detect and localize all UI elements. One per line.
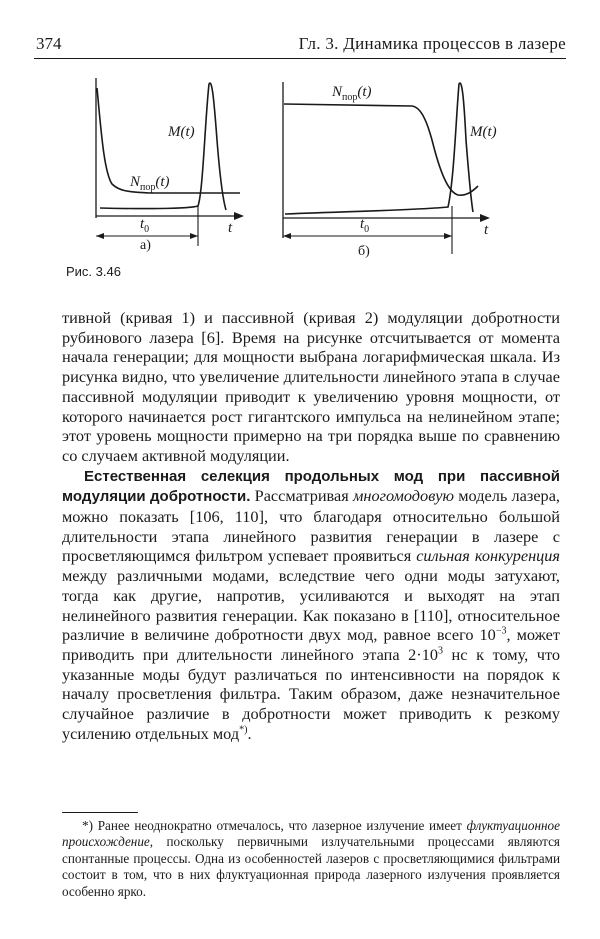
panel-a-axis-arrow <box>234 212 244 220</box>
panel-b-m-label: M(t) <box>470 124 497 140</box>
footnote-text: *) Ранее неоднократно отмечалось, что лазерное излучение имеет флуктуационное происхождение, поскольку первичными излучательными процессами являются спонтанные процессы. Одна из особенностей лазеров с просветляющимися фильтрами состоит в том, что в них флуктуационная природа лазерного излучения проявляется особенно ярко. <box>62 818 560 899</box>
panel-a-m-label: M(t) <box>168 124 195 140</box>
figure-caption: Рис. 3.46 <box>66 264 121 279</box>
paragraph-1: тивной (кривая 1) и пассивной (кривая 2) модуляции добротности рубинового лазера [6]. Время на рисунке отсчитывается от момента начала генерации; для мощности выбрана логарифмическая шкала. Из рисунка видно, что увеличение длительности линейного этапа в случае пассивной модуляции приводит к увеличению уровня мощности, от которого начинается рост гигантского импульса на нелинейном этапе; этот уровень мощности примерно на три порядка выше по сравнению со случаем активной модуляции. <box>62 308 560 465</box>
panel-b-t0-arrow-left <box>283 233 291 239</box>
panel-b-m-pulse-curve <box>285 83 473 214</box>
panel-a-t0-label: $t_0$ <box>140 216 150 235</box>
figure-3-46 <box>0 60 600 290</box>
panel-a-label: а) <box>140 238 151 253</box>
panel-b-label: б) <box>358 244 370 259</box>
footnote-rule <box>62 812 138 813</box>
panel-b-n-threshold-curve <box>284 104 478 195</box>
runin-heading: Естественная селекция продольных мод при пассивной модуляции добротности. <box>62 467 560 506</box>
figure-drawing <box>0 60 600 290</box>
panel-a-axis-t-label: t <box>228 220 233 236</box>
running-head: Гл. 3. Динамика процессов в лазере <box>298 34 566 53</box>
page-number: 374 <box>36 34 62 53</box>
panel-a-t0-arrow-left <box>96 233 104 239</box>
footnote <box>62 818 560 900</box>
panel-a-t0-arrow-right <box>190 233 198 239</box>
panel-b-t0-arrow-right <box>444 233 452 239</box>
page-header <box>34 32 566 59</box>
panel-b-axis-arrow <box>480 214 490 222</box>
panel-b-n-label: $N_{пор}(t)$ <box>332 84 372 103</box>
panel-b-axis-t-label: t <box>484 222 489 238</box>
paragraph-2: Естественная селекция продольных мод при пассивной модуляции добротности. Рассматривая многомодовую модель лазера, можно показать [106, 110], что благодаря относительно большой длительности этапа линейного развития генерации в лазере с просветляющимся фильтром успевает проявиться сильная конкуренция между различными модами, вследствие чего одни моды затухают, тогда как другие, напротив, усиливаются и выходят на этап нелинейного развития генерации. Как показано в [110], относительное различие в величине добротности двух мод, равное всего $10^{-3}$, может приводить при длительности линейного этапа $2\cdot 10^3$ нс к тому, что указанные моды будут различаться по интенсивности на порядок к началу просветления фильтра. Таким образом, даже незначительное случайное различие в добротности может приводить к резкому усилению отдельных мод*). <box>62 467 560 743</box>
panel-b-t0-label: $t_0$ <box>360 216 370 235</box>
body-text <box>62 308 560 743</box>
panel-a-n-label: $N_{пор}(t)$ <box>130 174 170 193</box>
